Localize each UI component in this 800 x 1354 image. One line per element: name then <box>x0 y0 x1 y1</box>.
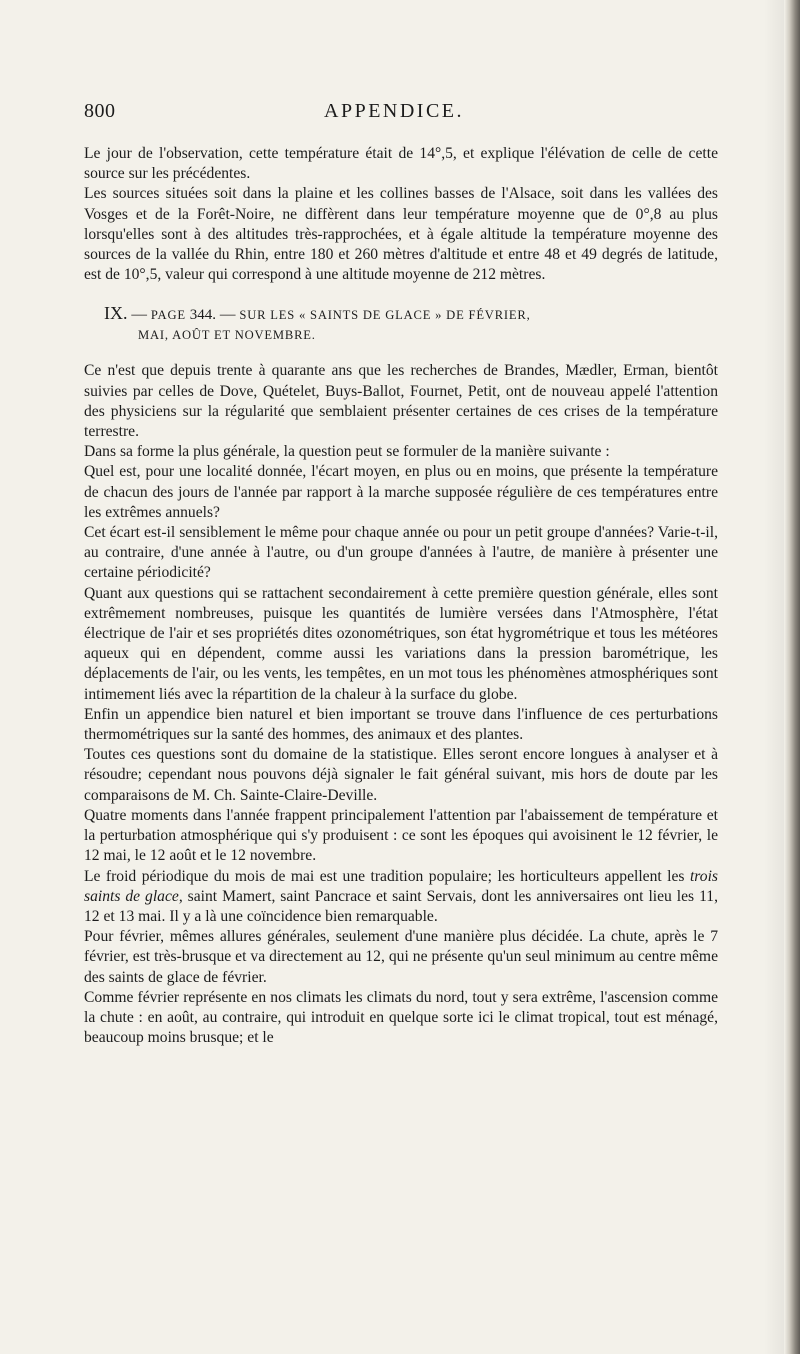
paragraph: Dans sa forme la plus générale, la question peut se formuler de la manière suivante : <box>84 443 610 461</box>
paragraph: Les sources situées soit dans la plaine et les collines basses de l'Alsace, soit dans les vallées des Vosges et de la Forêt-Noire, ne diffèrent dans leur température moyenne que de 0°,8 au plus lorsqu'elles sont à des altitudes très-rapprochées, et à égale altitude la température moyenne des sources de la vallée du Rhin, entre 180 et 260 mètres d'altitude et entre 48 et 49 degrés de latitude, est de 10°,5, valeur qui correspond à une altitude moyenne de 212 mètres. <box>84 185 718 284</box>
italic-term: trois saints de glace <box>84 867 718 905</box>
section-dash-1: — <box>131 306 147 324</box>
section-number: IX. <box>104 303 128 324</box>
paragraph: Quel est, pour une localité donnée, l'écart moyen, en plus ou en moins, que présente la température de chacun des jours de l'année par rapport à la marche supposée régulière de ces températures entre les extrêmes annuels? <box>84 463 718 521</box>
section-dash-2: — <box>219 306 236 324</box>
page-number: 800 <box>84 100 116 122</box>
text-run: , saint Mamert, saint Pancrace et saint Servais, dont les anniversaires ont lieu les 11, 12 et 13 mai. Il y a là une coïncidence bien remarquable. <box>84 887 718 925</box>
section-page-label: PAGE <box>150 308 186 323</box>
section-title-line-1: SUR LES « SAINTS DE GLACE » DE FÉVRIER, <box>239 308 531 323</box>
page-edge-shadow <box>764 0 784 1354</box>
page-edge <box>784 0 800 1354</box>
paragraph: Toutes ces questions sont du domaine de la statistique. Elles seront encore longues à analyser et à résoudre; cependant nous pouvons déjà signaler le fait général suivant, mis hors de doute par les comparaisons de M. Ch. Sainte-Claire-Deville. <box>84 746 718 804</box>
paragraph: Pour février, mêmes allures générales, seulement d'une manière plus décidée. La chute, après le 7 février, est très-brusque et va directement au 12, qui ne présente qu'un seul minimum au centre même des saints de glace de février. <box>84 928 718 986</box>
text-run: Le froid périodique du mois de mai est une tradition populaire; les horticulteurs appellent les <box>84 867 690 885</box>
paragraph: Comme février représente en nos climats les climats du nord, tout y sera extrême, l'ascension comme la chute : en août, au contraire, qui introduit en quelque sorte ici le climat tropical, tout est ménagé, beaucoup moins brusque; et le <box>84 988 718 1047</box>
paragraph: Cet écart est-il sensiblement le même pour chaque année ou pour un petit groupe d'années? Varie-t-il, au contraire, d'une année à l'autre, ou d'un groupe d'années à l'autre, de manière à présenter une certaine périodicité? <box>84 524 718 582</box>
paragraph: Enfin un appendice bien naturel et bien important se trouve dans l'influence de ces perturbations thermométriques sur la santé des hommes, des animaux et des plantes. <box>84 705 718 744</box>
paragraph-trois-saints <box>84 867 718 928</box>
section-heading <box>84 303 718 345</box>
section-page-ref: 344. <box>189 307 216 324</box>
body-text <box>84 144 718 1048</box>
section-title-line-2: MAI, AOÛT ET NOVEMBRE. <box>138 328 316 343</box>
paragraph: Ce n'est que depuis trente à quarante ans que les recherches de Brandes, Mædler, Erman, bientôt suivies par celles de Dove, Quételet, Buys-Ballot, Fournet, Petit, ont de nouveau appelé l'attention des physiciens sur la régularité que semblaient présenter certaines de ces crises de la température terrestre. <box>84 362 718 441</box>
running-title: APPENDICE. <box>324 100 465 122</box>
page-header <box>84 100 724 130</box>
paragraph: Quant aux questions qui se rattachent secondairement à cette première question générale, elles sont extrêmement nombreuses, puisque les quantités de lumière versées dans l'Atmosphère, l'état électrique de l'air et ses propriétés dites ozonométriques, son état hygrométrique et tous les météores aqueux qui en dépendent, comme aussi les variations dans la pression barométrique, les déplacements de l'air, ou les vents, les tempêtes, en un mot tous les phénomènes atmosphériques sont intimement liés avec la répartition de la chaleur à la surface du globe. <box>84 584 718 703</box>
paragraph: Quatre moments dans l'année frappent principalement l'attention par l'abaissement de température et la perturbation atmosphérique qui s'y produisent : ce sont les époques qui avoisinent le 12 février, le 12 mai, le 12 août et le 12 novembre. <box>84 806 718 865</box>
paragraph: Le jour de l'observation, cette température était de 14°,5, et explique l'élévation de celle de cette source sur les précédentes. <box>84 145 718 183</box>
